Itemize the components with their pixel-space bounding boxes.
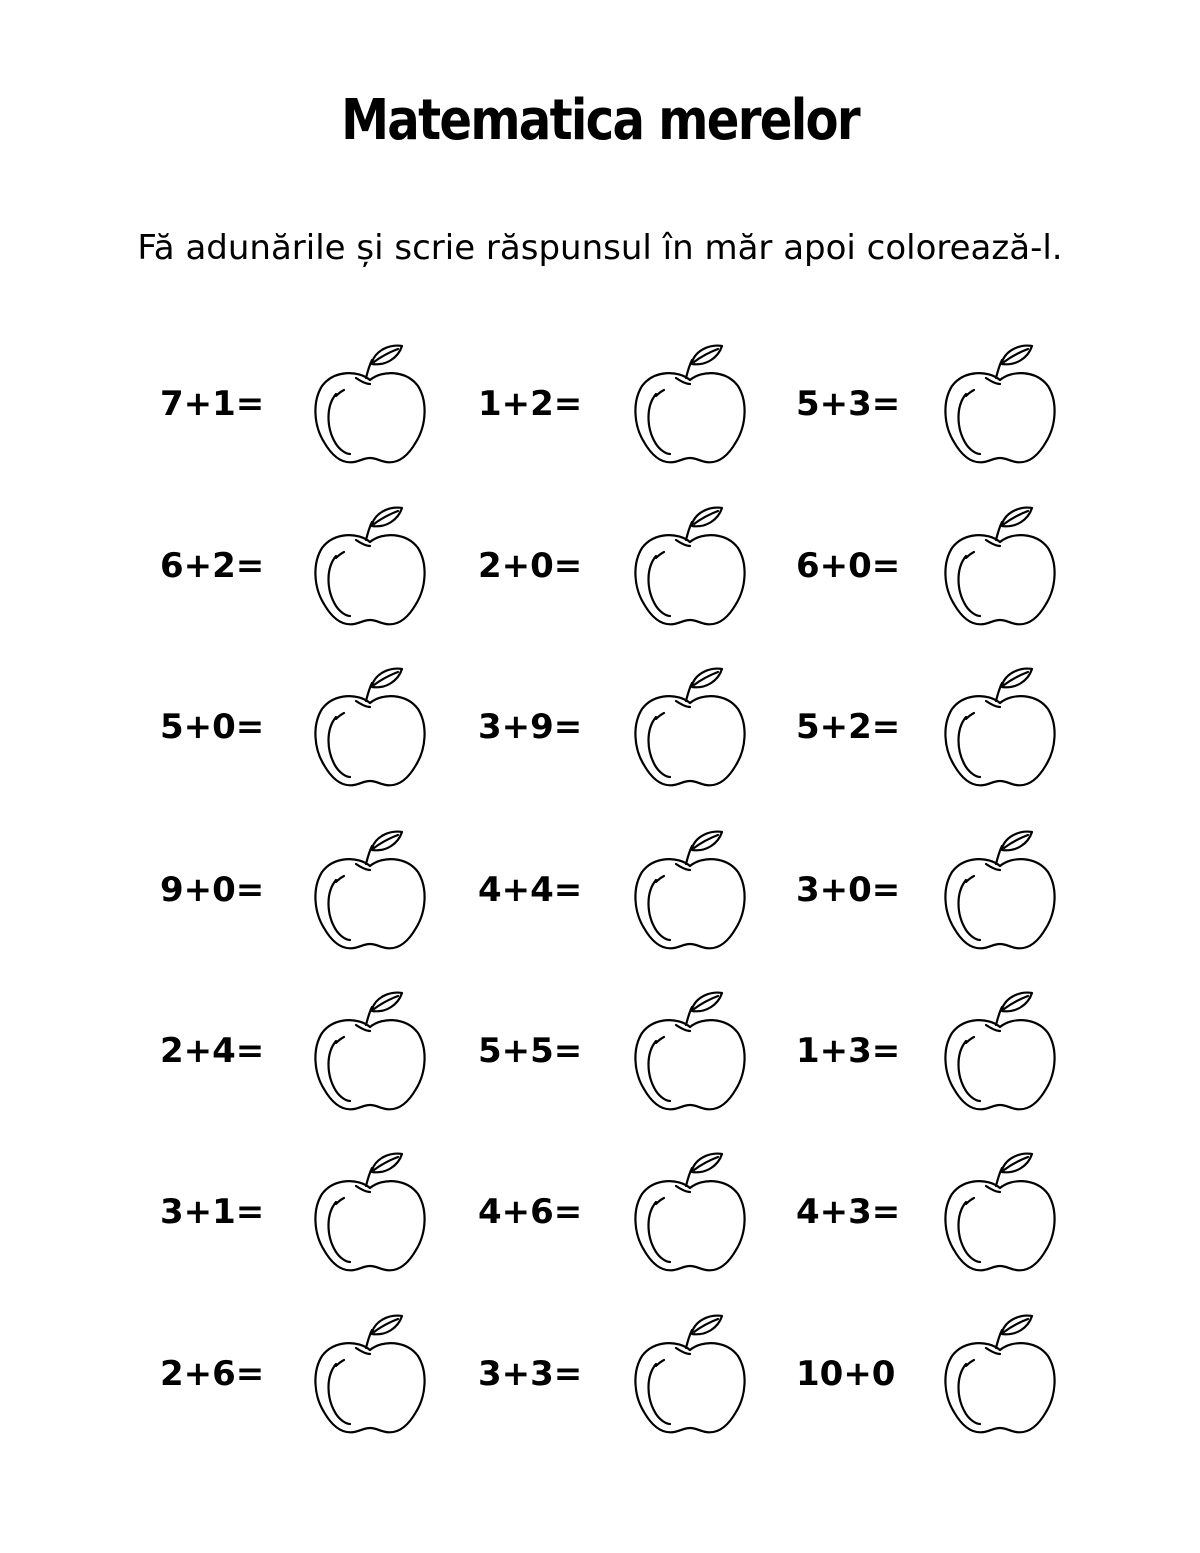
addition-problem: 1+2= [478, 384, 583, 424]
addition-problem: 4+6= [478, 1192, 583, 1232]
apple-answer-icon[interactable] [940, 1148, 1060, 1278]
apple-answer-icon[interactable] [630, 502, 750, 632]
addition-problem: 3+1= [160, 1192, 265, 1232]
addition-problem: 5+5= [478, 1031, 583, 1071]
addition-problem: 10+0 [796, 1354, 896, 1394]
addition-problem: 3+9= [478, 707, 583, 747]
apple-answer-icon[interactable] [940, 987, 1060, 1117]
addition-problem: 5+2= [796, 707, 901, 747]
apple-answer-icon[interactable] [630, 826, 750, 956]
addition-problem: 2+6= [160, 1354, 265, 1394]
addition-problem: 9+0= [160, 870, 265, 910]
addition-problem: 2+4= [160, 1031, 265, 1071]
apple-answer-icon[interactable] [310, 340, 430, 470]
apple-answer-icon[interactable] [310, 1310, 430, 1440]
apple-answer-icon[interactable] [630, 987, 750, 1117]
apple-answer-icon[interactable] [940, 826, 1060, 956]
addition-problem: 7+1= [160, 384, 265, 424]
addition-problem: 3+0= [796, 870, 901, 910]
addition-problem: 4+4= [478, 870, 583, 910]
apple-answer-icon[interactable] [310, 502, 430, 632]
addition-problem: 2+0= [478, 546, 583, 586]
addition-problem: 6+0= [796, 546, 901, 586]
apple-answer-icon[interactable] [630, 1310, 750, 1440]
apple-answer-icon[interactable] [940, 502, 1060, 632]
addition-problem: 4+3= [796, 1192, 901, 1232]
addition-problem: 6+2= [160, 546, 265, 586]
apple-answer-icon[interactable] [310, 826, 430, 956]
addition-problem: 1+3= [796, 1031, 901, 1071]
apple-answer-icon[interactable] [630, 1148, 750, 1278]
apple-answer-icon[interactable] [310, 987, 430, 1117]
apple-answer-icon[interactable] [630, 340, 750, 470]
addition-problem: 5+3= [796, 384, 901, 424]
apple-answer-icon[interactable] [310, 1148, 430, 1278]
apple-answer-icon[interactable] [940, 1310, 1060, 1440]
apple-answer-icon[interactable] [630, 663, 750, 793]
apple-answer-icon[interactable] [940, 340, 1060, 470]
addition-problem: 3+3= [478, 1354, 583, 1394]
instruction-text: Fă adunările și scrie răspunsul în măr apoi colorează-l. [137, 228, 1063, 268]
apple-answer-icon[interactable] [940, 663, 1060, 793]
addition-problem: 5+0= [160, 707, 265, 747]
page-title: Matematica merelor [341, 88, 859, 153]
apple-answer-icon[interactable] [310, 663, 430, 793]
